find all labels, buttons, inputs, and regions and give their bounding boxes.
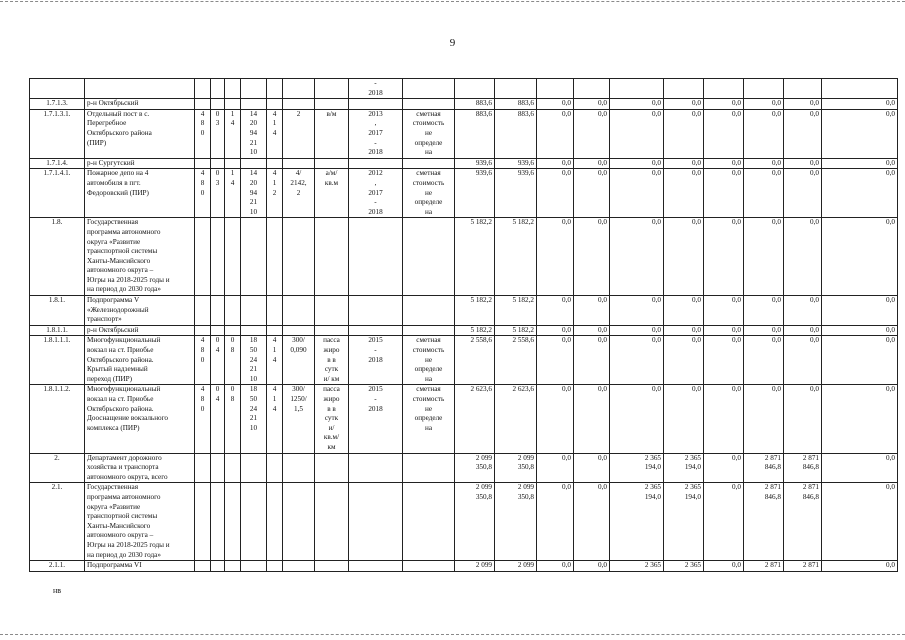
- code-3-cell: 1 4: [225, 169, 241, 218]
- code-1-cell: [195, 158, 211, 169]
- period-cell: [349, 99, 403, 110]
- period-cell: [349, 296, 403, 326]
- code-5-cell: 4 1 4: [267, 385, 283, 453]
- object-name-cell: р-н Октябрьский: [85, 325, 195, 336]
- amount-8-cell: 0,0: [744, 296, 784, 326]
- amount-4-cell: 0,0: [574, 296, 610, 326]
- estimated-cost-cell: [403, 561, 455, 572]
- amount-3-cell: 0,0: [537, 336, 574, 385]
- amount-1-cell: 939,6: [455, 158, 495, 169]
- amount-8-cell: 2 871 846,8: [744, 453, 784, 483]
- code-5-cell: [267, 218, 283, 296]
- amount-6-cell: 0,0: [664, 385, 704, 453]
- amount-7-cell: 0,0: [704, 99, 744, 110]
- period-cell: 2015 - 2018: [349, 336, 403, 385]
- capacity-cell: 300/ 1250/ 1,5: [283, 385, 315, 453]
- amount-8-cell: [744, 79, 784, 99]
- amount-2-cell: 883,6: [495, 109, 537, 158]
- code-1-cell: [195, 453, 211, 483]
- amount-7-cell: 0,0: [704, 218, 744, 296]
- code-3-cell: 0 8: [225, 385, 241, 453]
- amount-2-cell: 2 558,6: [495, 336, 537, 385]
- code-4-cell: [241, 158, 267, 169]
- amount-5-cell: 0,0: [610, 169, 664, 218]
- amount-9-cell: 2 871: [784, 561, 822, 572]
- amount-8-cell: 2 871: [744, 561, 784, 572]
- object-name-cell: р-н Октябрьский: [85, 99, 195, 110]
- code-3-cell: [225, 158, 241, 169]
- amount-2-cell: 939,6: [495, 169, 537, 218]
- amount-9-cell: 0,0: [784, 336, 822, 385]
- capacity-unit-cell: [315, 99, 349, 110]
- amount-8-cell: 0,0: [744, 385, 784, 453]
- object-name-cell: Государственная программа автономного округа «Развитие транспортной системы Ханты-Мансийского автономного округа – Югры на 2018-2025 годы и на период до 2030 года»: [85, 483, 195, 561]
- amount-3-cell: 0,0: [537, 385, 574, 453]
- amount-1-cell: 5 182,2: [455, 296, 495, 326]
- amount-2-cell: [495, 79, 537, 99]
- row-number-cell: 1.8.1.1.1.: [30, 336, 85, 385]
- row-number-cell: 2.: [30, 453, 85, 483]
- code-1-cell: [195, 296, 211, 326]
- code-5-cell: [267, 453, 283, 483]
- code-4-cell: 14 20 94 21 10: [241, 109, 267, 158]
- amount-7-cell: 0,0: [704, 325, 744, 336]
- amount-3-cell: 0,0: [537, 169, 574, 218]
- code-1-cell: [195, 483, 211, 561]
- amount-3-cell: 0,0: [537, 109, 574, 158]
- code-2-cell: 0 4: [211, 385, 225, 453]
- amount-1-cell: 883,6: [455, 109, 495, 158]
- capacity-cell: [283, 561, 315, 572]
- amount-10-cell: 0,0: [822, 336, 898, 385]
- period-cell: [349, 325, 403, 336]
- amount-5-cell: 0,0: [610, 99, 664, 110]
- capacity-unit-cell: пасса жиро в в сутк и/ км: [315, 336, 349, 385]
- capacity-unit-cell: [315, 158, 349, 169]
- table-row: [30, 325, 898, 336]
- row-number-cell: 1.8.: [30, 218, 85, 296]
- amount-6-cell: [664, 79, 704, 99]
- code-5-cell: [267, 296, 283, 326]
- period-cell: [349, 483, 403, 561]
- amount-7-cell: 0,0: [704, 158, 744, 169]
- code-4-cell: 14 20 94 21 10: [241, 169, 267, 218]
- code-3-cell: 0 8: [225, 336, 241, 385]
- amount-3-cell: 0,0: [537, 218, 574, 296]
- code-3-cell: [225, 561, 241, 572]
- row-number-cell: 1.8.1.1.: [30, 325, 85, 336]
- amount-5-cell: 0,0: [610, 158, 664, 169]
- amount-6-cell: 0,0: [664, 336, 704, 385]
- code-2-cell: [211, 325, 225, 336]
- table-row: [30, 169, 898, 218]
- amount-5-cell: 0,0: [610, 296, 664, 326]
- amount-5-cell: 0,0: [610, 218, 664, 296]
- amount-2-cell: 2 099 350,8: [495, 453, 537, 483]
- budget-table-wrapper: [29, 78, 898, 572]
- amount-6-cell: 2 365: [664, 561, 704, 572]
- capacity-unit-cell: пасса жиро в в сутк и/ кв.м/ км: [315, 385, 349, 453]
- code-4-cell: [241, 561, 267, 572]
- code-4-cell: [241, 296, 267, 326]
- capacity-cell: [283, 158, 315, 169]
- object-name-cell: Пожарное депо на 4 автомобиля в пгт. Федоровский (ПИР): [85, 169, 195, 218]
- amount-6-cell: 0,0: [664, 296, 704, 326]
- estimated-cost-cell: сметная стоимость не определе на: [403, 385, 455, 453]
- amount-8-cell: 0,0: [744, 325, 784, 336]
- code-3-cell: [225, 453, 241, 483]
- table-row: [30, 218, 898, 296]
- amount-5-cell: 2 365 194,0: [610, 483, 664, 561]
- code-2-cell: [211, 453, 225, 483]
- amount-9-cell: 0,0: [784, 99, 822, 110]
- amount-4-cell: [574, 79, 610, 99]
- row-number-cell: 1.7.1.3.1.: [30, 109, 85, 158]
- code-3-cell: [225, 296, 241, 326]
- period-cell: 2012 , 2017 - 2018: [349, 169, 403, 218]
- code-3-cell: [225, 483, 241, 561]
- amount-4-cell: 0,0: [574, 453, 610, 483]
- amount-3-cell: 0,0: [537, 99, 574, 110]
- capacity-cell: [283, 483, 315, 561]
- period-cell: 2013 , 2017 - 2018: [349, 109, 403, 158]
- code-4-cell: [241, 483, 267, 561]
- code-5-cell: [267, 483, 283, 561]
- code-3-cell: [225, 218, 241, 296]
- row-number-cell: 1.7.1.3.: [30, 99, 85, 110]
- amount-6-cell: 0,0: [664, 169, 704, 218]
- row-number-cell: 1.7.1.4.: [30, 158, 85, 169]
- amount-6-cell: 2 365 194,0: [664, 453, 704, 483]
- row-number-cell: 1.8.1.1.2.: [30, 385, 85, 453]
- amount-9-cell: 0,0: [784, 158, 822, 169]
- footer-mark: нв: [53, 586, 62, 595]
- amount-6-cell: 0,0: [664, 99, 704, 110]
- object-name-cell: Государственная программа автономного округа «Развитие транспортной системы Ханты-Мансийского автономного округа – Югры на 2018-2025 годы и на период до 2030 года»: [85, 218, 195, 296]
- code-1-cell: [195, 79, 211, 99]
- amount-9-cell: [784, 79, 822, 99]
- row-number-cell: 1.7.1.4.1.: [30, 169, 85, 218]
- object-name-cell: [85, 79, 195, 99]
- budget-table: [29, 78, 898, 572]
- amount-10-cell: 0,0: [822, 218, 898, 296]
- amount-10-cell: 0,0: [822, 99, 898, 110]
- amount-4-cell: 0,0: [574, 385, 610, 453]
- period-cell: [349, 453, 403, 483]
- amount-6-cell: 0,0: [664, 158, 704, 169]
- amount-3-cell: 0,0: [537, 325, 574, 336]
- amount-3-cell: 0,0: [537, 296, 574, 326]
- estimated-cost-cell: сметная стоимость не определе на: [403, 109, 455, 158]
- amount-6-cell: 0,0: [664, 325, 704, 336]
- amount-8-cell: 0,0: [744, 169, 784, 218]
- amount-3-cell: [537, 79, 574, 99]
- period-cell: [349, 218, 403, 296]
- code-5-cell: 4 1 4: [267, 336, 283, 385]
- estimated-cost-cell: [403, 483, 455, 561]
- period-cell: [349, 158, 403, 169]
- amount-5-cell: 0,0: [610, 325, 664, 336]
- amount-2-cell: 2 099: [495, 561, 537, 572]
- capacity-unit-cell: [315, 79, 349, 99]
- amount-4-cell: 0,0: [574, 169, 610, 218]
- amount-9-cell: 2 871 846,8: [784, 483, 822, 561]
- capacity-cell: [283, 453, 315, 483]
- amount-7-cell: [704, 79, 744, 99]
- amount-2-cell: 5 182,2: [495, 325, 537, 336]
- amount-3-cell: 0,0: [537, 561, 574, 572]
- amount-10-cell: [822, 79, 898, 99]
- amount-3-cell: 0,0: [537, 453, 574, 483]
- code-1-cell: [195, 218, 211, 296]
- amount-9-cell: 0,0: [784, 109, 822, 158]
- code-5-cell: 4 1 4: [267, 109, 283, 158]
- object-name-cell: Отдельный пост в с. Перегребное Октябрьского района (ПИР): [85, 109, 195, 158]
- amount-7-cell: 0,0: [704, 483, 744, 561]
- code-5-cell: [267, 79, 283, 99]
- estimated-cost-cell: сметная стоимость не определе на: [403, 336, 455, 385]
- table-row: [30, 336, 898, 385]
- amount-10-cell: 0,0: [822, 296, 898, 326]
- amount-8-cell: 0,0: [744, 336, 784, 385]
- capacity-cell: 2: [283, 109, 315, 158]
- code-1-cell: 4 8 0: [195, 385, 211, 453]
- capacity-unit-cell: [315, 561, 349, 572]
- amount-4-cell: 0,0: [574, 336, 610, 385]
- amount-2-cell: 5 182,2: [495, 218, 537, 296]
- code-2-cell: [211, 483, 225, 561]
- code-3-cell: [225, 99, 241, 110]
- amount-10-cell: 0,0: [822, 385, 898, 453]
- capacity-unit-cell: а/м/ кв.м: [315, 169, 349, 218]
- capacity-cell: [283, 79, 315, 99]
- amount-9-cell: 0,0: [784, 296, 822, 326]
- amount-7-cell: 0,0: [704, 336, 744, 385]
- code-2-cell: [211, 79, 225, 99]
- code-4-cell: 18 50 24 21 10: [241, 336, 267, 385]
- amount-6-cell: 0,0: [664, 109, 704, 158]
- amount-4-cell: 0,0: [574, 109, 610, 158]
- code-1-cell: [195, 99, 211, 110]
- page-number: 9: [449, 37, 456, 49]
- amount-5-cell: 0,0: [610, 109, 664, 158]
- amount-10-cell: 0,0: [822, 109, 898, 158]
- row-number-cell: 2.1.1.: [30, 561, 85, 572]
- amount-2-cell: 5 182,2: [495, 296, 537, 326]
- amount-1-cell: [455, 79, 495, 99]
- scan-edge-top: [0, 1, 905, 2]
- amount-8-cell: 0,0: [744, 99, 784, 110]
- amount-6-cell: 2 365 194,0: [664, 483, 704, 561]
- amount-10-cell: 0,0: [822, 325, 898, 336]
- capacity-cell: [283, 99, 315, 110]
- capacity-unit-cell: [315, 218, 349, 296]
- capacity-cell: [283, 218, 315, 296]
- amount-10-cell: 0,0: [822, 561, 898, 572]
- amount-2-cell: 2 099 350,8: [495, 483, 537, 561]
- object-name-cell: Многофункциональный вокзал на ст. Приобье Октябрьского района. Крытый надземный переход (ПИР): [85, 336, 195, 385]
- amount-9-cell: 0,0: [784, 325, 822, 336]
- object-name-cell: Подпрограмма V «Железнодорожный транспорт»: [85, 296, 195, 326]
- object-name-cell: Многофункциональный вокзал на ст. Приобье Октябрьского района. Дооснащение вокзального комплекса (ПИР): [85, 385, 195, 453]
- capacity-unit-cell: в/м: [315, 109, 349, 158]
- code-1-cell: 4 8 0: [195, 109, 211, 158]
- amount-1-cell: 883,6: [455, 99, 495, 110]
- row-number-cell: [30, 79, 85, 99]
- amount-2-cell: 939,6: [495, 158, 537, 169]
- amount-1-cell: 5 182,2: [455, 325, 495, 336]
- amount-3-cell: 0,0: [537, 158, 574, 169]
- amount-8-cell: 0,0: [744, 158, 784, 169]
- estimated-cost-cell: [403, 79, 455, 99]
- period-cell: - 2018: [349, 79, 403, 99]
- code-3-cell: [225, 79, 241, 99]
- code-1-cell: 4 8 0: [195, 336, 211, 385]
- capacity-unit-cell: [315, 325, 349, 336]
- capacity-unit-cell: [315, 453, 349, 483]
- amount-7-cell: 0,0: [704, 561, 744, 572]
- amount-4-cell: 0,0: [574, 325, 610, 336]
- code-4-cell: [241, 79, 267, 99]
- code-4-cell: [241, 218, 267, 296]
- code-4-cell: [241, 325, 267, 336]
- amount-9-cell: 0,0: [784, 169, 822, 218]
- code-1-cell: [195, 325, 211, 336]
- amount-4-cell: 0,0: [574, 483, 610, 561]
- period-cell: [349, 561, 403, 572]
- code-4-cell: [241, 453, 267, 483]
- amount-8-cell: 0,0: [744, 109, 784, 158]
- amount-10-cell: 0,0: [822, 169, 898, 218]
- table-row: [30, 79, 898, 99]
- period-cell: 2015 - 2018: [349, 385, 403, 453]
- amount-8-cell: 2 871 846,8: [744, 483, 784, 561]
- amount-5-cell: 0,0: [610, 385, 664, 453]
- table-row: [30, 296, 898, 326]
- table-row: [30, 109, 898, 158]
- code-5-cell: [267, 158, 283, 169]
- row-number-cell: 1.8.1.: [30, 296, 85, 326]
- table-row: [30, 158, 898, 169]
- amount-1-cell: 2 099: [455, 561, 495, 572]
- capacity-cell: 4/ 2142, 2: [283, 169, 315, 218]
- table-row: [30, 99, 898, 110]
- code-2-cell: [211, 218, 225, 296]
- code-3-cell: [225, 325, 241, 336]
- code-5-cell: [267, 561, 283, 572]
- amount-7-cell: 0,0: [704, 453, 744, 483]
- estimated-cost-cell: [403, 158, 455, 169]
- amount-7-cell: 0,0: [704, 169, 744, 218]
- amount-4-cell: 0,0: [574, 99, 610, 110]
- capacity-cell: [283, 325, 315, 336]
- object-name-cell: р-н Сургутский: [85, 158, 195, 169]
- code-1-cell: [195, 561, 211, 572]
- capacity-unit-cell: [315, 296, 349, 326]
- object-name-cell: Департамент дорожного хозяйства и транспорта автономного округа, всего: [85, 453, 195, 483]
- code-4-cell: [241, 99, 267, 110]
- object-name-cell: Подпрограмма VI: [85, 561, 195, 572]
- amount-1-cell: 939,6: [455, 169, 495, 218]
- estimated-cost-cell: [403, 296, 455, 326]
- capacity-cell: 300/ 0,090: [283, 336, 315, 385]
- amount-4-cell: 0,0: [574, 218, 610, 296]
- code-1-cell: 4 8 0: [195, 169, 211, 218]
- code-2-cell: [211, 296, 225, 326]
- amount-10-cell: 0,0: [822, 483, 898, 561]
- table-row: [30, 385, 898, 453]
- estimated-cost-cell: [403, 325, 455, 336]
- row-number-cell: 2.1.: [30, 483, 85, 561]
- estimated-cost-cell: [403, 99, 455, 110]
- amount-7-cell: 0,0: [704, 296, 744, 326]
- amount-1-cell: 2 099 350,8: [455, 453, 495, 483]
- estimated-cost-cell: [403, 218, 455, 296]
- code-2-cell: [211, 99, 225, 110]
- amount-2-cell: 883,6: [495, 99, 537, 110]
- capacity-unit-cell: [315, 483, 349, 561]
- code-5-cell: [267, 325, 283, 336]
- code-3-cell: 1 4: [225, 109, 241, 158]
- amount-9-cell: 0,0: [784, 385, 822, 453]
- amount-10-cell: 0,0: [822, 453, 898, 483]
- table-row: [30, 453, 898, 483]
- amount-6-cell: 0,0: [664, 218, 704, 296]
- amount-5-cell: 2 365 194,0: [610, 453, 664, 483]
- code-2-cell: [211, 158, 225, 169]
- capacity-cell: [283, 296, 315, 326]
- estimated-cost-cell: сметная стоимость не определе на: [403, 169, 455, 218]
- amount-9-cell: 0,0: [784, 218, 822, 296]
- amount-7-cell: 0,0: [704, 109, 744, 158]
- amount-5-cell: 2 365: [610, 561, 664, 572]
- table-row: [30, 483, 898, 561]
- table-row: [30, 561, 898, 572]
- scan-edge-bottom: [0, 634, 905, 635]
- amount-1-cell: 5 182,2: [455, 218, 495, 296]
- amount-2-cell: 2 623,6: [495, 385, 537, 453]
- amount-5-cell: 0,0: [610, 336, 664, 385]
- amount-10-cell: 0,0: [822, 158, 898, 169]
- code-2-cell: 0 3: [211, 169, 225, 218]
- code-2-cell: [211, 561, 225, 572]
- amount-4-cell: 0,0: [574, 158, 610, 169]
- code-5-cell: [267, 99, 283, 110]
- code-5-cell: 4 1 2: [267, 169, 283, 218]
- amount-8-cell: 0,0: [744, 218, 784, 296]
- amount-1-cell: 2 099 350,8: [455, 483, 495, 561]
- amount-3-cell: 0,0: [537, 483, 574, 561]
- amount-1-cell: 2 558,6: [455, 336, 495, 385]
- estimated-cost-cell: [403, 453, 455, 483]
- amount-4-cell: 0,0: [574, 561, 610, 572]
- code-4-cell: 18 50 24 21 10: [241, 385, 267, 453]
- code-2-cell: 0 3: [211, 109, 225, 158]
- amount-9-cell: 2 871 846,8: [784, 453, 822, 483]
- amount-1-cell: 2 623,6: [455, 385, 495, 453]
- code-2-cell: 0 4: [211, 336, 225, 385]
- amount-7-cell: 0,0: [704, 385, 744, 453]
- amount-5-cell: [610, 79, 664, 99]
